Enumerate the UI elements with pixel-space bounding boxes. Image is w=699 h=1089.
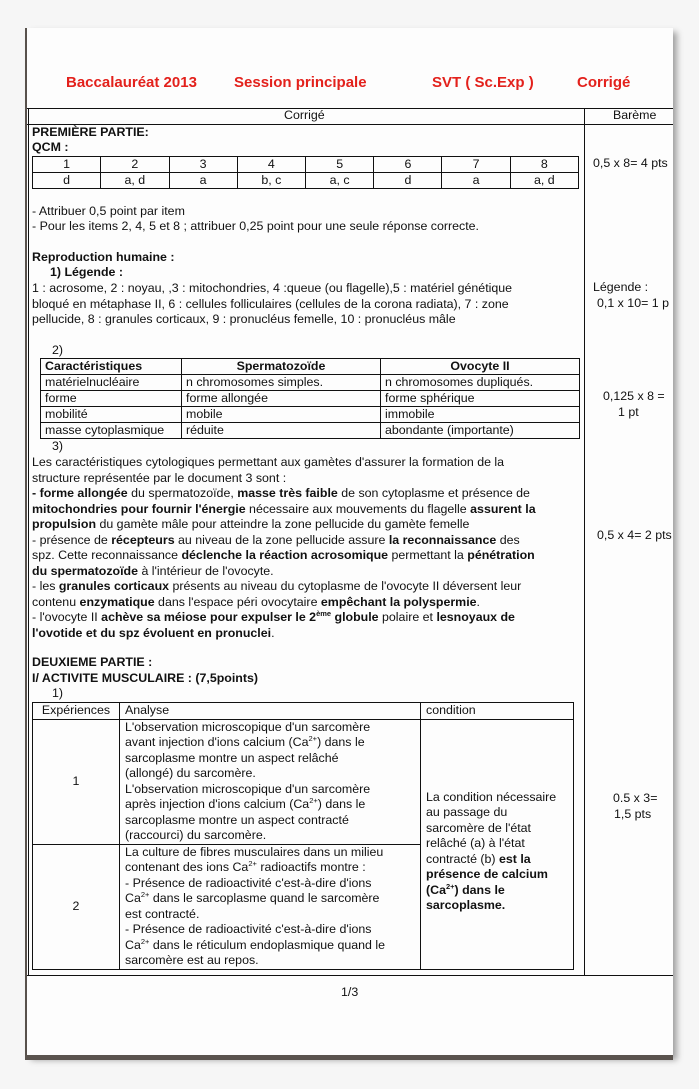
text-segment: L'observation microscopique d'un sarcomère (125, 781, 371, 796)
qcm-item-number: 5 (305, 157, 373, 173)
part2-title: DEUXIEME PARTIE : (32, 655, 153, 669)
bold-text: granules corticaux (58, 579, 170, 593)
text-line (125, 845, 415, 861)
qcm-answer: a, d (510, 173, 578, 189)
bareme-qcm: 0,5 x 8= 4 pts (593, 156, 668, 170)
text-line (426, 821, 568, 837)
text-segment: après injection d'ions calcium (Ca (125, 797, 310, 811)
muscle-table (32, 702, 574, 970)
header-condition: condition (421, 703, 574, 720)
activity-title: I/ ACTIVITE MUSCULAIRE : (7,5points) (32, 671, 259, 685)
legend-text (32, 281, 512, 328)
bareme-legend: 0,1 x 10= 1 p (597, 296, 669, 310)
text-line (426, 805, 568, 821)
page-number: 1/3 (341, 985, 359, 999)
text-segment: des (496, 532, 520, 547)
text-segment: (allongé) du sarcomère. (125, 766, 256, 780)
column-header-bareme: Barème (613, 108, 657, 122)
q1-label: 1) (52, 686, 64, 700)
column-header-corrige: Corrigé (284, 108, 325, 122)
text-line (426, 898, 568, 914)
text-line (426, 790, 568, 806)
table-row (41, 375, 580, 391)
text-line (32, 502, 536, 518)
text-segment: spz. Cette reconnaissance (32, 548, 182, 562)
qcm-item-number: 6 (374, 157, 442, 173)
qcm-item-number: 3 (169, 157, 237, 173)
bold-text: pénétration (467, 548, 535, 562)
text-segment: avant injection d'ions calcium (Ca (125, 735, 309, 749)
text-line (125, 797, 415, 813)
table-top-rule (27, 108, 673, 109)
text-segment: sarcomère est au repos. (125, 953, 259, 967)
text-segment: au passage du (426, 805, 508, 819)
table-cell: forme allongée (182, 391, 381, 407)
text-line (426, 836, 568, 852)
text-segment: dans le sarcoplasme quand le sarcomère (149, 891, 380, 905)
text-segment: de son cytoplasme et présence de (337, 486, 530, 500)
note-2: - Pour les items 2, 4, 5 et 8 ; attribuer 0,25 point pour une seule réponse correcte. (32, 219, 480, 233)
left-rule (28, 108, 29, 975)
gametes-table (40, 358, 580, 439)
table-row (41, 407, 580, 423)
qcm-item-number: 2 (101, 157, 169, 173)
text-line (32, 579, 536, 595)
text-segment: . (476, 594, 480, 609)
text-segment: permettant la (388, 548, 468, 562)
page-bottom-edge (25, 1055, 673, 1060)
bold-text: l'ovotide et du spz évoluent en pronuclei (32, 625, 272, 640)
text-segment: structure représentée par le document 3 sont : (32, 470, 287, 485)
bold-text: propulsion (32, 517, 97, 531)
bold-text: achève sa méiose pour expulser le 2 (101, 610, 317, 624)
text-line (32, 564, 536, 580)
text-segment: à l'intérieur de l'ovocyte. (138, 563, 274, 578)
bold-text: enzymatique (79, 594, 155, 609)
table-cell: masse cytoplasmique (41, 423, 182, 439)
table-row (41, 423, 580, 439)
text-segment: sarcoplasme montre un aspect contracté (125, 812, 349, 827)
text-segment: relâché (a) à l'état (426, 836, 525, 850)
text-segment: ) dans le (317, 735, 365, 749)
superscript-text: 2+ (140, 890, 150, 899)
bold-text: présence de calcium (426, 867, 548, 881)
bold-text: assurent la (470, 501, 536, 516)
text-line (426, 867, 568, 883)
bold-text: - forme allongée (32, 486, 128, 500)
text-line (125, 813, 415, 829)
text-segment: dans le réticulum endoplasmique quand le (149, 937, 385, 952)
text-segment: - l'ovocyte II (32, 610, 102, 624)
bareme-table2-a: 0,125 x 8 = (603, 389, 665, 403)
part1-title: PREMIÈRE PARTIE: (32, 125, 149, 139)
text-line (125, 735, 415, 751)
text-line: pellucide, 8 : granules corticaux, 9 : pronucléus femelle, 10 : pronucléus mâle (32, 312, 456, 326)
q2-label: 2) (52, 343, 64, 357)
table-cell: mobilité (41, 407, 182, 423)
text-segment: est contracté. (125, 906, 200, 921)
column-divider (584, 108, 585, 975)
qcm-answer: d (33, 173, 101, 189)
experience-number: 1 (33, 719, 120, 844)
qcm-item-number: 8 (510, 157, 578, 173)
text-segment: contracté (b) (426, 851, 499, 866)
qcm-answer: a (442, 173, 510, 189)
table-cell: abondante (importante) (381, 423, 580, 439)
text-segment: radioactifs montre : (256, 860, 366, 874)
repro-title: Reproduction humaine : (32, 250, 175, 264)
text-segment: Ca (125, 891, 141, 905)
table-cell: mobile (182, 407, 381, 423)
superscript-text: 2+ (309, 796, 318, 805)
bold-text: globule (331, 610, 379, 624)
text-segment: Ca (125, 937, 141, 952)
text-segment: ) dans le (317, 797, 366, 811)
text-segment: - les (32, 579, 59, 593)
text-line (32, 471, 536, 487)
bold-text: empêchant la polyspermie (320, 594, 477, 609)
text-line (32, 455, 536, 471)
text-segment: - Présence de radioactivité c'est-à-dire d'ions (125, 875, 372, 890)
table-row (41, 391, 580, 407)
q3-label: 3) (52, 439, 64, 453)
title-bac: Baccalauréat 2013 (66, 74, 197, 91)
text-line (125, 938, 415, 954)
text-line (125, 720, 415, 736)
text-segment: contenant des ions Ca (125, 860, 249, 874)
superscript-text: 2+ (445, 881, 455, 891)
text-segment: (raccourci) du sarcomère. (125, 828, 267, 842)
text-line (125, 766, 415, 782)
qcm-answer: a (169, 173, 237, 189)
header-experiences: Expériences (33, 703, 120, 720)
table-row (33, 719, 574, 844)
muscle-table-header (33, 703, 574, 720)
text-line (125, 907, 415, 923)
table-bottom-rule (27, 975, 673, 976)
title-subject: SVT ( Sc.Exp ) (432, 74, 534, 91)
text-line (125, 876, 415, 892)
qcm-answer: d (374, 173, 442, 189)
text-line (125, 828, 415, 844)
qcm-items-row (33, 157, 579, 173)
note-1: - Attribuer 0,5 point par item (32, 204, 185, 218)
text-line (32, 517, 536, 533)
qcm-table (32, 156, 579, 189)
qcm-item-number: 4 (237, 157, 305, 173)
text-line (32, 486, 536, 502)
qcm-item-number: 1 (33, 157, 101, 173)
text-segment: - Présence de radioactivité c'est-à-dire d'ions (125, 922, 372, 936)
header-spermatozoide: Spermatozoïde (182, 359, 381, 375)
q3-answer (32, 455, 536, 641)
bold-text: ) dans le (454, 882, 505, 897)
header-analyse: Analyse (120, 703, 421, 720)
bold-text: sarcoplasme. (426, 898, 506, 912)
title-corrige: Corrigé (577, 74, 631, 91)
text-segment: Les caractéristiques cytologiques permettant aux gamètes d'assurer la formation de la (32, 455, 505, 469)
header-ovocyte: Ovocyte II (381, 359, 580, 375)
qcm-answers-row (33, 173, 579, 189)
superscript-text: 2+ (308, 734, 318, 743)
qcm-label: QCM : (32, 140, 69, 154)
text-line (125, 860, 415, 876)
text-line: 1 : acrosome, 2 : noyau, ,3 : mitochondries, 4 :queue (ou flagelle),5 : matériel génétique (32, 281, 513, 295)
text-segment: La condition nécessaire (426, 789, 557, 804)
qcm-answer: b, c (237, 173, 305, 189)
bold-text: lesnoyaux de (436, 610, 515, 624)
text-line (125, 891, 415, 907)
text-line (32, 595, 536, 611)
superscript-text: 2+ (248, 859, 257, 868)
table-cell: n chromosomes dupliqués. (381, 375, 580, 391)
condition-cell (421, 719, 574, 969)
experience-number: 2 (33, 844, 120, 969)
text-line (125, 751, 415, 767)
bold-text: (Ca (426, 882, 446, 897)
text-segment: du spermatozoïde, (127, 486, 238, 500)
superscript-text: 2+ (140, 936, 150, 946)
table-cell: forme (41, 391, 182, 407)
bareme-muscle-a: 0.5 x 3= (613, 791, 658, 805)
table-cell: n chromosomes simples. (182, 375, 381, 391)
text-segment: sarcoplasme montre un aspect relâché (125, 750, 339, 765)
header-caracteristiques: Caractéristiques (41, 359, 182, 375)
analysis-cell (120, 844, 421, 969)
text-line (125, 782, 415, 798)
text-segment: du gamète mâle pour atteindre la zone pellucide du gamète femelle (96, 517, 470, 531)
bareme-table2-b: 1 pt (618, 405, 639, 419)
text-segment: L'observation microscopique d'un sarcomère (125, 719, 371, 734)
text-segment: présents au niveau du cytoplasme de l'ovocyte II déversent leur (169, 579, 522, 593)
text-segment: polaire et (378, 610, 437, 624)
bold-text: la reconnaissance (388, 532, 497, 547)
text-line (426, 883, 568, 899)
title-session: Session principale (234, 74, 367, 91)
bareme-q3: 0,5 x 4= 2 pts (597, 528, 672, 542)
text-line (32, 626, 536, 642)
bold-text: est la (499, 851, 531, 866)
text-segment: . (271, 625, 275, 640)
analysis-cell (120, 719, 421, 844)
qcm-answer: a, c (305, 173, 373, 189)
qcm-answer: a, d (101, 173, 169, 189)
text-segment: - présence de (32, 532, 112, 547)
text-line (32, 548, 536, 564)
table-cell: réduite (182, 423, 381, 439)
text-line (32, 610, 536, 626)
bold-text: récepteurs (111, 532, 175, 547)
text-segment: contenu (32, 594, 80, 609)
text-segment: au niveau de la zone pellucide assure (174, 532, 389, 547)
text-segment: La culture de fibres musculaires dans un milieu (125, 844, 384, 859)
bareme-muscle-b: 1,5 pts (614, 807, 652, 821)
text-segment: nécessaire aux mouvements du flagelle (245, 501, 471, 516)
text-segment: dans l'espace péri ovocytaire (154, 594, 321, 609)
table-cell: immobile (381, 407, 580, 423)
bold-text: masse très faible (237, 486, 338, 500)
bold-text: mitochondries pour fournir l'énergie (32, 501, 246, 516)
bold-text: déclenche la réaction acrosomique (181, 548, 389, 562)
bold-text: du spermatozoïde (32, 563, 139, 578)
table-cell: forme sphérique (381, 391, 580, 407)
text-line (426, 852, 568, 868)
legend-title: 1) Légende : (50, 265, 123, 279)
qcm-item-number: 7 (442, 157, 510, 173)
gametes-table-header (41, 359, 580, 375)
text-segment: sarcomère de l'état (426, 820, 531, 835)
text-line: bloqué en métaphase II, 6 : cellules folliculaires (cellules de la corona radiata), 7 : zone (32, 296, 509, 311)
text-line (32, 533, 536, 549)
bareme-legend-label: Légende : (593, 280, 649, 294)
table-cell: matérielnucléaire (41, 375, 182, 391)
text-line (125, 953, 415, 969)
text-line (125, 922, 415, 938)
superscript-text: ème (316, 609, 332, 618)
